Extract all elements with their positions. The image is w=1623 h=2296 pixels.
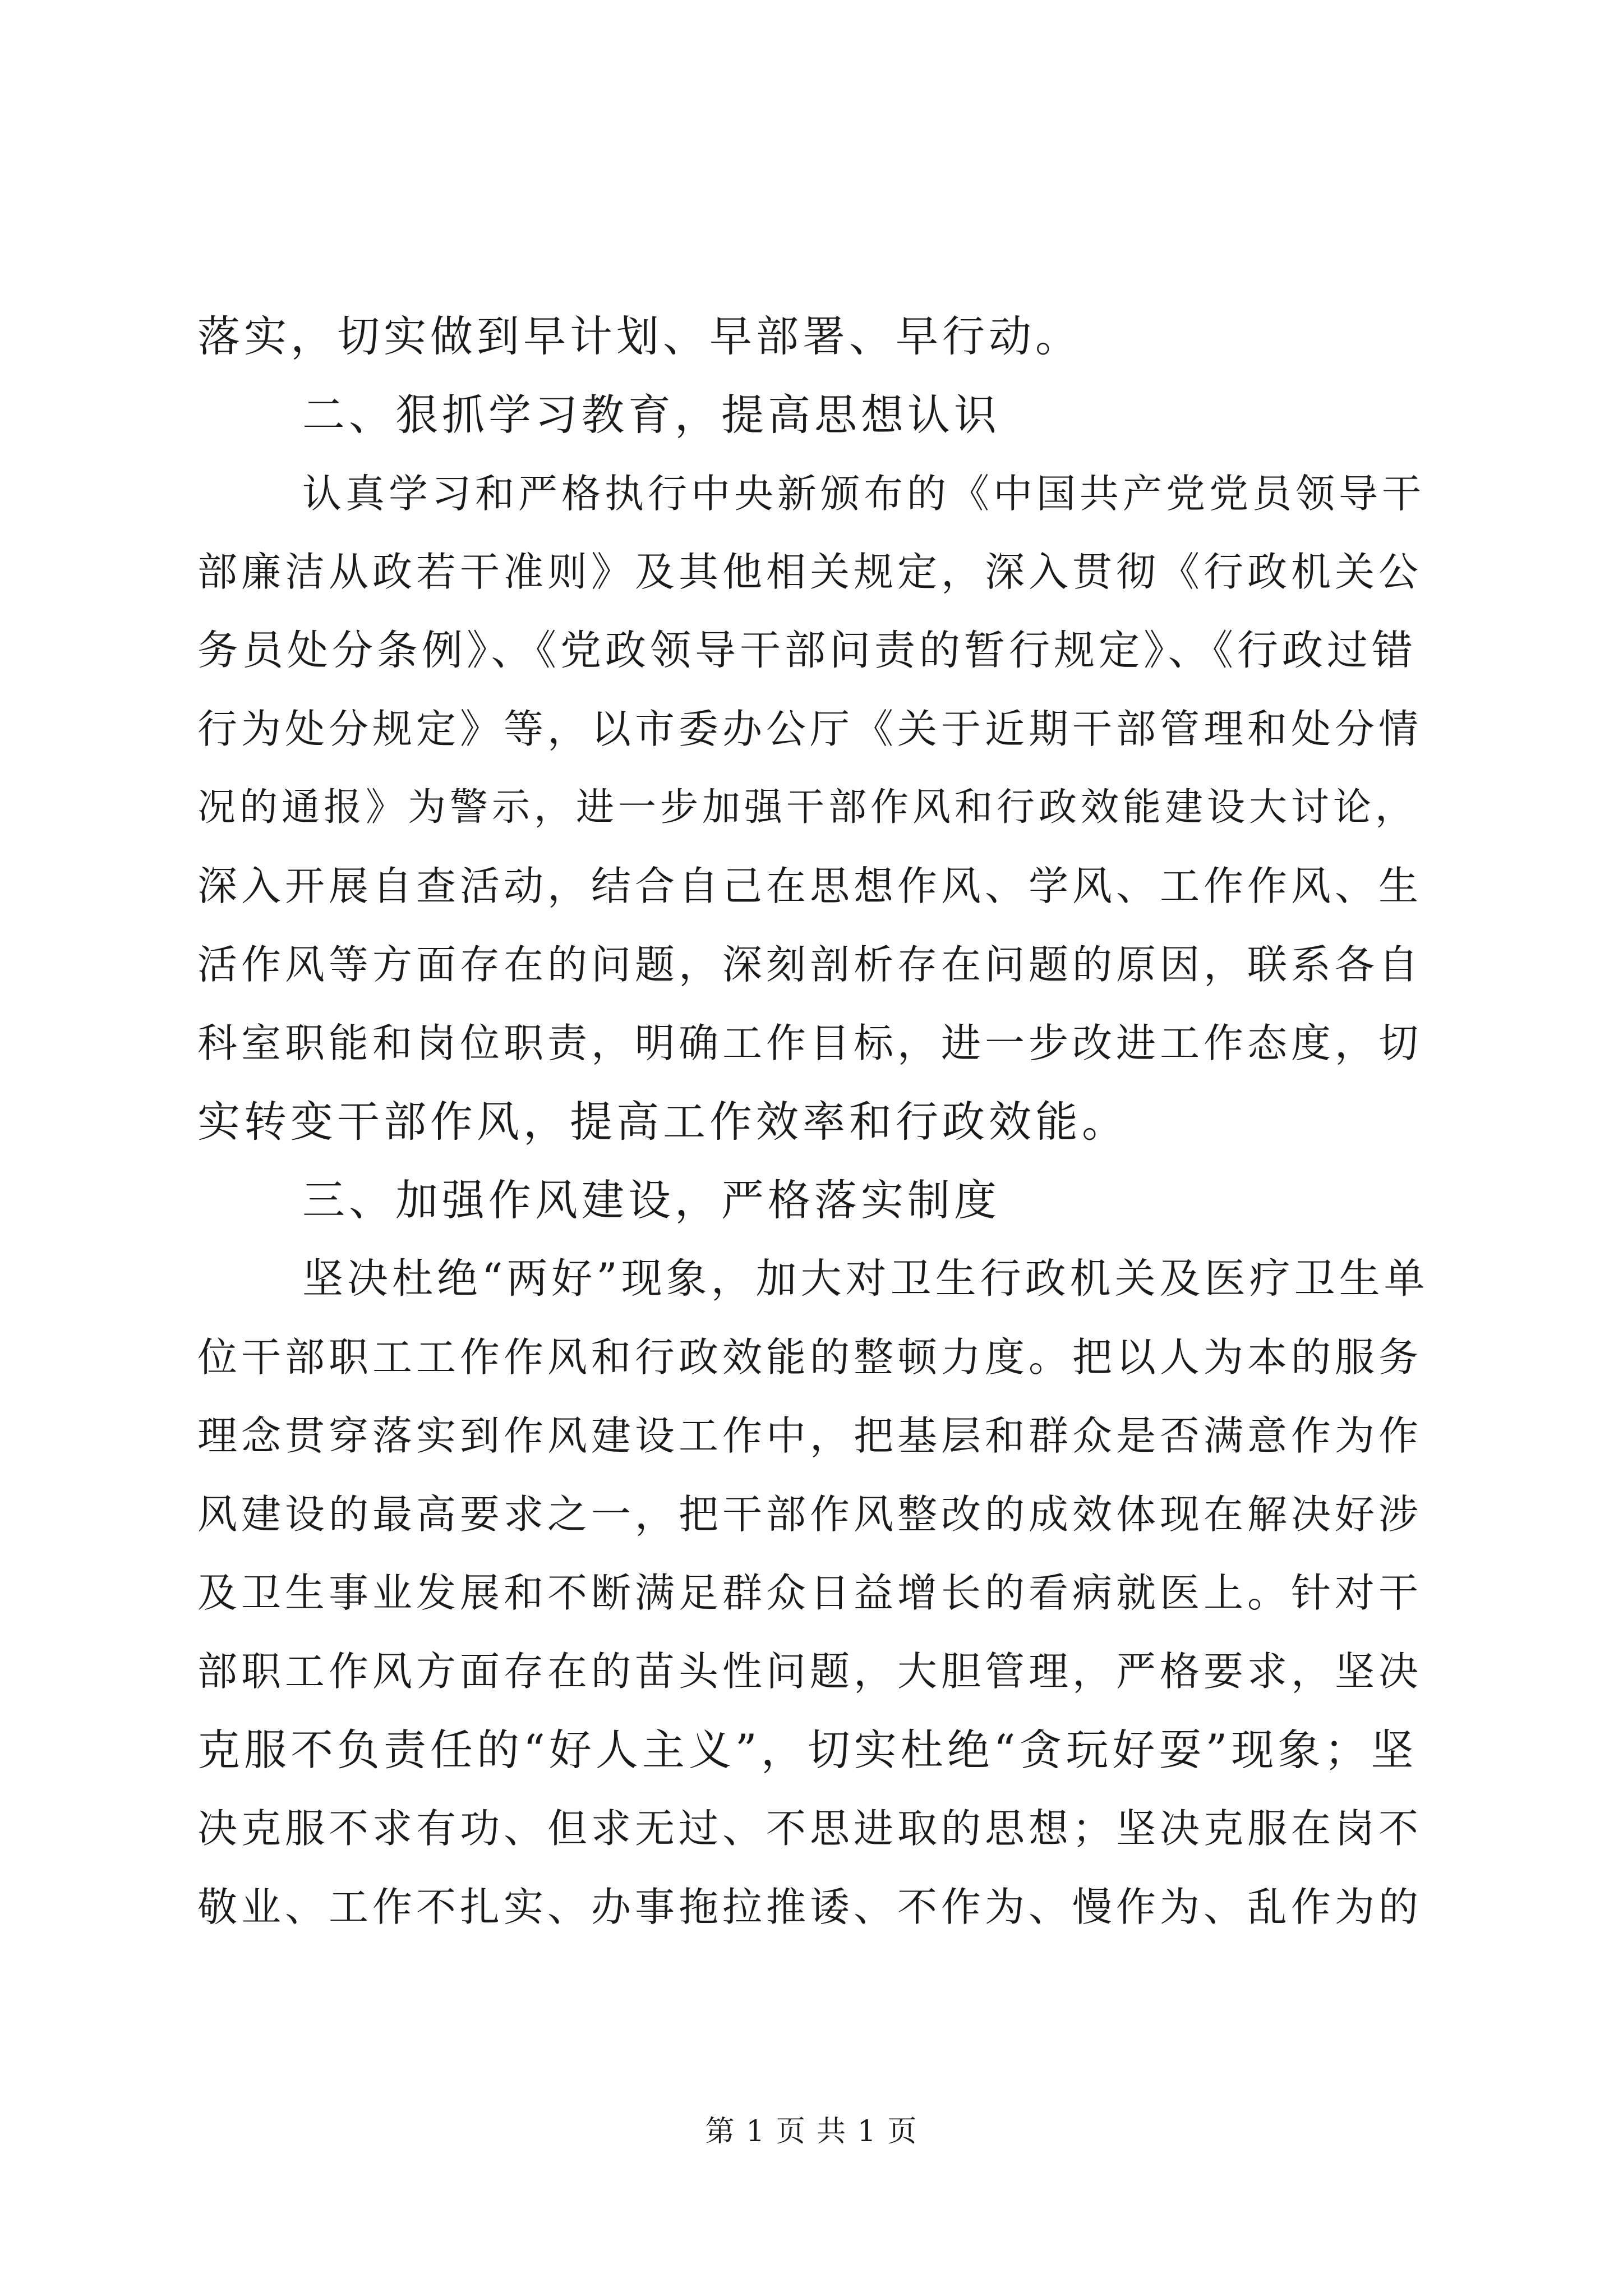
body-line: 部职工作风方面存在的苗头性问题，大胆管理，严格要求，坚决	[197, 1648, 1423, 1695]
body-line: 风建设的最高要求之一，把干部作风整改的成效体现在解决好涉	[197, 1491, 1423, 1538]
body-line: 克服不负责任的“好人主义”，切实杜绝“贪玩好耍”现象；坚	[197, 1725, 1418, 1775]
body-line: 活作风等方面存在的问题，深刻剖析存在问题的原因，联系各自	[197, 941, 1423, 988]
page-footer: 第 1 页 共 1 页	[705, 2115, 918, 2148]
body-line: 位干部职工工作作风和行政效能的整顿力度。把以人为本的服务	[197, 1334, 1423, 1381]
body-line: 深入开展自查活动，结合自己在思想作风、学风、工作作风、生	[197, 863, 1423, 909]
body-line: 部廉洁从政若干准则》及其他相关规定，深入贯彻《行政机关公	[197, 549, 1423, 595]
body-line: 决克服不求有功、但求无过、不思进取的思想；坚决克服在岗不	[197, 1805, 1423, 1852]
body-line: 行为处分规定》等，以市委办公厅《关于近期干部管理和处分情	[197, 706, 1423, 752]
body-line: 况的通报》为警示，进一步加强干部作风和行政效能建设大讨论，	[197, 785, 1418, 830]
body-line: 科室职能和岗位职责，明确工作目标，进一步改进工作态度，切	[197, 1020, 1423, 1066]
body-line: 及卫生事业发展和不断满足群众日益增长的看病就医上。针对干	[197, 1570, 1423, 1616]
body-line: 实转变干部作风，提高工作效率和行政效能。	[197, 1097, 1128, 1147]
section-heading: 二、狠抓学习教育，提高思想认识	[302, 390, 1000, 440]
body-line: 落实，切实做到早计划、早部署、早行动。	[197, 311, 1082, 361]
body-line: 理念贯穿落实到作风建设工作中，把基层和群众是否满意作为作	[197, 1412, 1423, 1459]
body-line: 务员处分条例》、《党政领导干部问责的暂行规定》、《行政过错	[197, 627, 1417, 674]
body-line: 敬业、工作不扎实、办事拖拉推诿、不作为、慢作为、乱作为的	[197, 1884, 1423, 1930]
body-line: 坚决杜绝“两好”现象，加大对卫生行政机关及医疗卫生单	[302, 1255, 1429, 1303]
section-heading: 三、加强作风建设，严格落实制度	[302, 1175, 1000, 1225]
body-line: 认真学习和严格执行中央新颁布的《中国共产党党员领导干	[302, 471, 1425, 517]
